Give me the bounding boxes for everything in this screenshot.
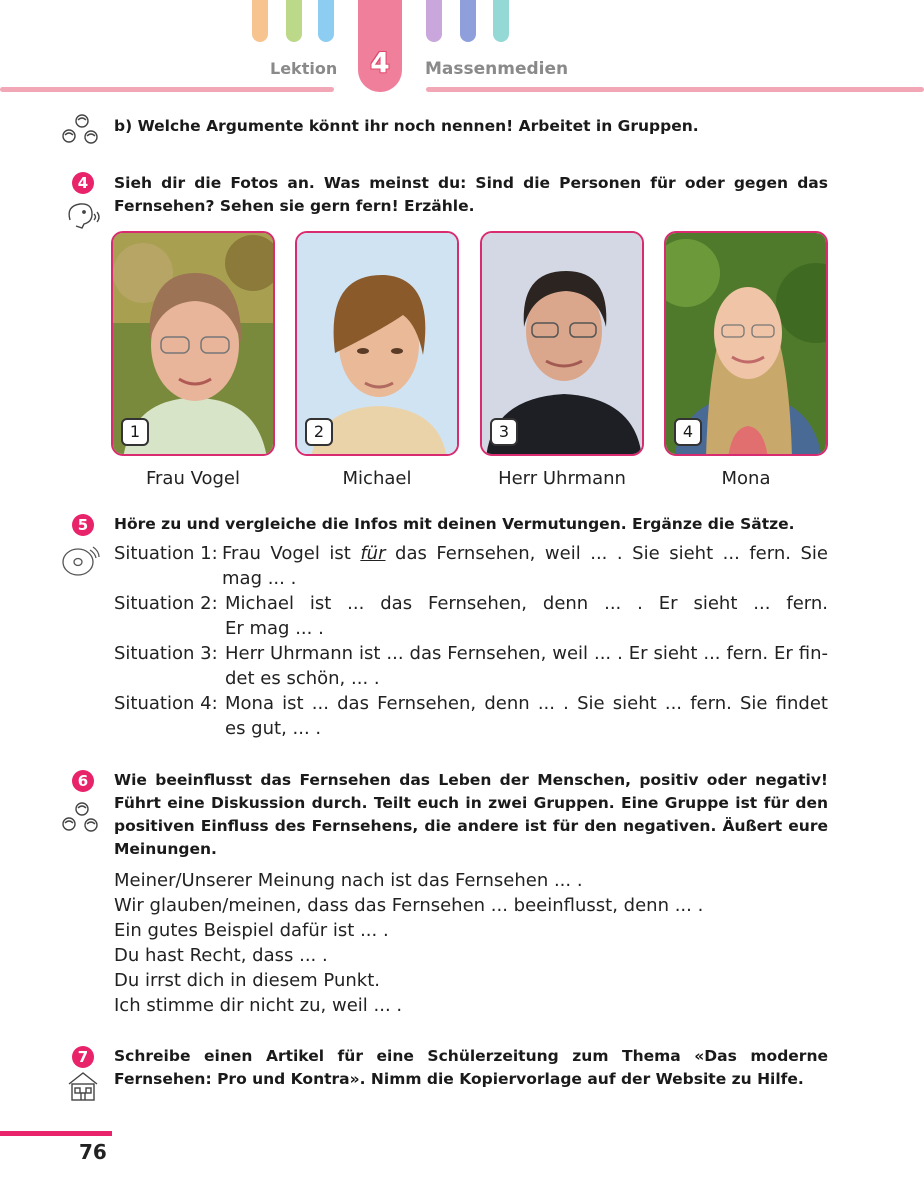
color-tab-orange — [252, 0, 268, 42]
photo-herr-uhrmann — [480, 231, 644, 456]
photo-mona — [664, 231, 828, 456]
situation-text-cont: Er mag ... . — [225, 618, 324, 639]
topic-title: Massenmedien — [425, 59, 569, 79]
task-4-instruction: Sieh dir die Fotos an. Was meinst du: Sind die Personen für oder gegen das Fernsehen? Sehen sie gern fern! Erzähle. — [114, 174, 828, 215]
situation-1 — [114, 541, 828, 591]
phrase-4: Du hast Recht, dass ... . — [114, 945, 328, 966]
task-5-instruction: Höre zu und vergleiche die Infos mit deinen Vermutungen. Ergänze die Sätze. — [114, 515, 795, 533]
phrase-5: Du irrst dich in diesem Punkt. — [114, 970, 380, 991]
photo-number: 3 — [490, 418, 518, 446]
situation-text-cont: det es schön, ... . — [225, 668, 380, 689]
color-tab-blue — [318, 0, 334, 42]
task-5-number: 5 — [72, 514, 94, 536]
lesson-number: 4 — [370, 46, 390, 79]
header-rule-right — [426, 87, 924, 92]
photo-michael — [295, 231, 459, 456]
audio-cd-icon — [60, 544, 100, 578]
phrase-3: Ein gutes Beispiel dafür ist ... . — [114, 920, 389, 941]
photo-number: 2 — [305, 418, 333, 446]
situation-label: Situation 3: — [114, 643, 218, 664]
header-rule-left — [0, 87, 334, 92]
color-tab-green — [286, 0, 302, 42]
situation-3 — [114, 641, 828, 691]
situation-2 — [114, 591, 828, 641]
task-6-number: 6 — [72, 770, 94, 792]
speaking-icon — [64, 200, 100, 230]
fuer-emphasis: für — [360, 543, 386, 564]
color-tab-indigo — [460, 0, 476, 42]
caption-herr-uhrmann: Herr Uhrmann — [498, 468, 626, 489]
color-tab-lilac — [426, 0, 442, 42]
task-4-number: 4 — [72, 172, 94, 194]
situation-text: Mona ist ... das Fernsehen, denn ... . Sie sieht ... fern. Sie findet — [225, 693, 828, 714]
photo-number: 4 — [674, 418, 702, 446]
task-7-instruction: Schreibe einen Artikel für eine Schülerzeitung zum Thema «Das moderne Fernsehen: Pro und Kontra». Nimm die Kopiervorlage auf der Website zu Hilfe. — [114, 1047, 828, 1088]
page-number: 76 — [79, 1140, 107, 1164]
task-6-instruction: Wie beeinflusst das Fernsehen das Leben der Menschen, positiv oder negativ! Führt eine Diskussion durch. Teilt euch in zwei Gruppen. Eine Gruppe ist für den positiven Einfluss des Fernsehens, die andere ist für den negativen. Äußert eure Meinungen. — [114, 771, 828, 858]
task-3b-instruction: b) Welche Argumente könnt ihr noch nennen! Arbeitet in Gruppen. — [114, 117, 699, 135]
phrase-2: Wir glauben/meinen, dass das Fernsehen ... beeinflusst, denn ... . — [114, 895, 704, 916]
caption-mona: Mona — [721, 468, 771, 489]
situation-4 — [114, 691, 828, 741]
situation-label: Situation 4: — [114, 693, 218, 714]
caption-frau-vogel: Frau Vogel — [145, 468, 241, 489]
footer-bar — [0, 1131, 112, 1136]
photo-frau-vogel — [111, 231, 275, 456]
situation-text-cont: es gut, ... . — [225, 718, 322, 739]
lektion-label: Lektion — [270, 59, 338, 78]
caption-michael: Michael — [342, 468, 412, 489]
situation-text: Herr Uhrmann ist ... das Fernsehen, weil ... . Er sieht ... fern. Er fin- — [225, 643, 828, 664]
task-7-number: 7 — [72, 1046, 94, 1068]
situation-text: Michael ist ... das Fernsehen, denn ... . Er sieht ... fern. — [225, 593, 828, 614]
phrase-1: Meiner/Unserer Meinung nach ist das Fernsehen ... . — [114, 870, 583, 891]
situation-label: Situation 2: — [114, 593, 218, 614]
situation-label: Situation 1: — [114, 543, 218, 564]
phrase-6: Ich stimme dir nicht zu, weil ... . — [114, 995, 403, 1016]
situation-text-cont: mag ... . — [222, 568, 297, 589]
group-work-icon — [58, 112, 102, 146]
photo-number: 1 — [121, 418, 149, 446]
situation-text: Frau Vogel ist für das Fernsehen, weil ... . Sie sieht ... fern. Sie — [222, 543, 828, 564]
color-tab-teal — [493, 0, 509, 42]
homework-house-icon — [66, 1070, 100, 1102]
group-work-icon — [58, 800, 102, 834]
